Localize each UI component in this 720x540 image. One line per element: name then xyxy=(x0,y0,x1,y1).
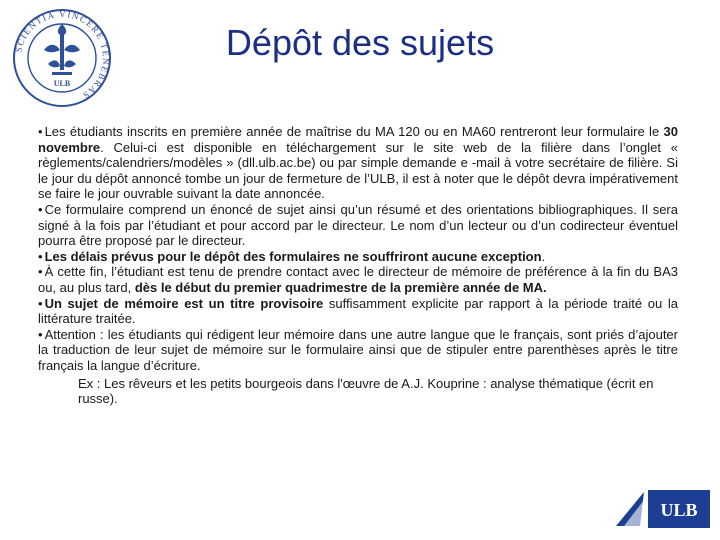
seal-text: SCIENTIA VINCERE TENEBRAS xyxy=(13,8,112,102)
ulb-logo xyxy=(614,486,714,532)
bullet-paragraph xyxy=(38,202,678,249)
bullet-paragraph xyxy=(38,327,678,374)
bullet-paragraph xyxy=(38,296,678,327)
bullet-marker: • xyxy=(38,201,43,217)
paragraph-text: suffisamment explicite par rapport à la période traité ou la littérature traitée. xyxy=(38,295,679,327)
bullet-marker: • xyxy=(38,326,43,342)
bullet-marker: • xyxy=(38,264,43,280)
paragraph-text: . Celui-ci est disponible en téléchargement sur le site web de la filière dans l’onglet « règlements/calendriers/modèles » (dll.ulb.ac.be) ou par simple demande e -mail à votre secrétaire de filière. Si le jour du dépôt annoncé tombe un jour de fermeture de l’ULB, il est à noter que le dépôt devra impérativement se faire le jour ouvrable suivant la date annoncée. xyxy=(38,139,678,202)
bullet-marker: • xyxy=(38,295,43,311)
bullet-marker: • xyxy=(38,124,43,139)
paragraph-text: Ce formulaire comprend un énoncé de sujet ainsi qu’un résumé et des orientations bibliographiques. Il sera signé à la fois par l’étudiant et pour accord par le directeur. Le nom d’un lecteur ou d’un codirecteur éventuel pourra être proposé par le directeur. xyxy=(38,201,678,249)
logo-text: ULB xyxy=(660,500,698,520)
body-text xyxy=(38,124,678,407)
paragraph-text: Les étudiants inscrits en première année de maîtrise du MA 120 ou en MA60 rentreront leur formulaire le xyxy=(44,124,664,139)
bold-text: 30 novembre xyxy=(38,124,678,155)
page-title: Dépôt des sujets xyxy=(225,22,495,63)
paragraph-text: Attention : les étudiants qui rédigent leur mémoire dans une autre langue que le français, sont priés d’ajouter la traduction de leur sujet de mémoire sur le formulaire ainsi que de stipuler entre parenthèses après le titre français la langue d’écriture. xyxy=(38,326,678,373)
paragraph-text: À cette fin, l’étudiant est tenu de prendre contact avec le directeur de mémoire de préférence à la fin du BA3 ou, au plus tard, xyxy=(38,264,678,295)
paragraph-text: . xyxy=(541,248,546,264)
bold-text: Les délais prévus pour le dépôt des formulaires ne souffriront aucune exception xyxy=(44,248,542,264)
bold-text: Un sujet de mémoire est un titre provisoire xyxy=(44,295,324,311)
example-text: Ex : Les rêveurs et les petits bourgeois dans l'œuvre de A.J. Kouprine : analyse thématique (écrit en russe). xyxy=(78,375,654,407)
bold-text: dès le début du premier quadrimestre de la première année de MA. xyxy=(134,279,547,295)
bullet-paragraph xyxy=(38,264,678,295)
bullet-marker: • xyxy=(38,248,43,264)
seal-bottom-text: ULB xyxy=(53,79,71,88)
bullet-paragraph xyxy=(38,124,678,202)
bullet-paragraph xyxy=(38,249,678,265)
